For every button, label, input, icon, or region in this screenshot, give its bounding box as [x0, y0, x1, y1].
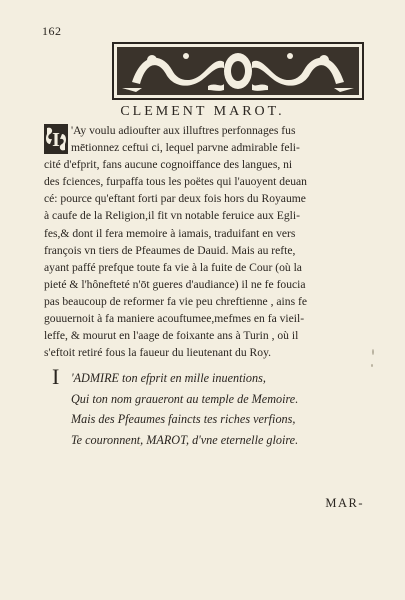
text-line: gouuernoit à fa maniere acouftumee,mefmes en fa vieil- [44, 312, 305, 326]
verse-stanza [52, 364, 371, 450]
decorative-headpiece [112, 42, 364, 100]
paper-speck [372, 349, 374, 355]
text-line: à caufe de la Religion,il fit vn notable feruice aux Egli- [44, 209, 300, 223]
text-line: françois vn tiers de Pfeaumes de Dauid. Mais au refte, [44, 243, 296, 257]
text-line: cé: pource qu'eftant forti par deux fois hors du Royaume [44, 192, 306, 206]
verse-line: Qui ton nom graueront au temple de Memoire. [71, 391, 299, 406]
text-line: ayant paffé prefque toute fa vie à la fuite de Cour (où la [44, 260, 302, 274]
text-line: 'Ay voulu adioufter aux illuftres perfonnages fus [71, 124, 296, 137]
verse-line: Te couronnent, MAROT, d'vne eternelle gloire. [71, 432, 299, 447]
catchword: MAR- [325, 496, 364, 510]
paper-speck [371, 364, 373, 367]
verse-line: 'ADMIRE ton efprit en mille inuentions, [71, 371, 266, 385]
text-line: fes,& dont il fera memoire à iamais, traduifant en vers [44, 226, 296, 240]
text-line: s'eftoit retiré fous la faueur du lieutenant du Roy. [44, 346, 272, 360]
text-line: mētionnez ceftui ci, lequel parvne admirable feli- [71, 141, 300, 155]
verse-line: Mais des Pfeaumes faincts tes riches verfions, [71, 412, 296, 426]
dropcap-letter: I [52, 129, 60, 151]
text-line: leffe, & mourut en l'aage de foixante ans à Turin , où il [44, 329, 299, 343]
verse-initial: I [52, 364, 60, 389]
text-line: cité d'efprit, fans aucune cognoiffance des langues, ni [44, 158, 293, 172]
text-line: pas beaucoup de reformer fa vie peu chreftienne , ains fe [44, 294, 307, 308]
page-number: 162 [42, 24, 62, 38]
text-line: pieté & l'hônefteté n'ōt gueres d'audiance) il ne fe foucia [44, 277, 306, 291]
text-line: des fciences, furpaffa tous les poëtes qui l'auoyent deuan [44, 175, 307, 189]
body-paragraph [44, 122, 362, 361]
section-heading: CLEMENT MAROT. [120, 104, 285, 119]
